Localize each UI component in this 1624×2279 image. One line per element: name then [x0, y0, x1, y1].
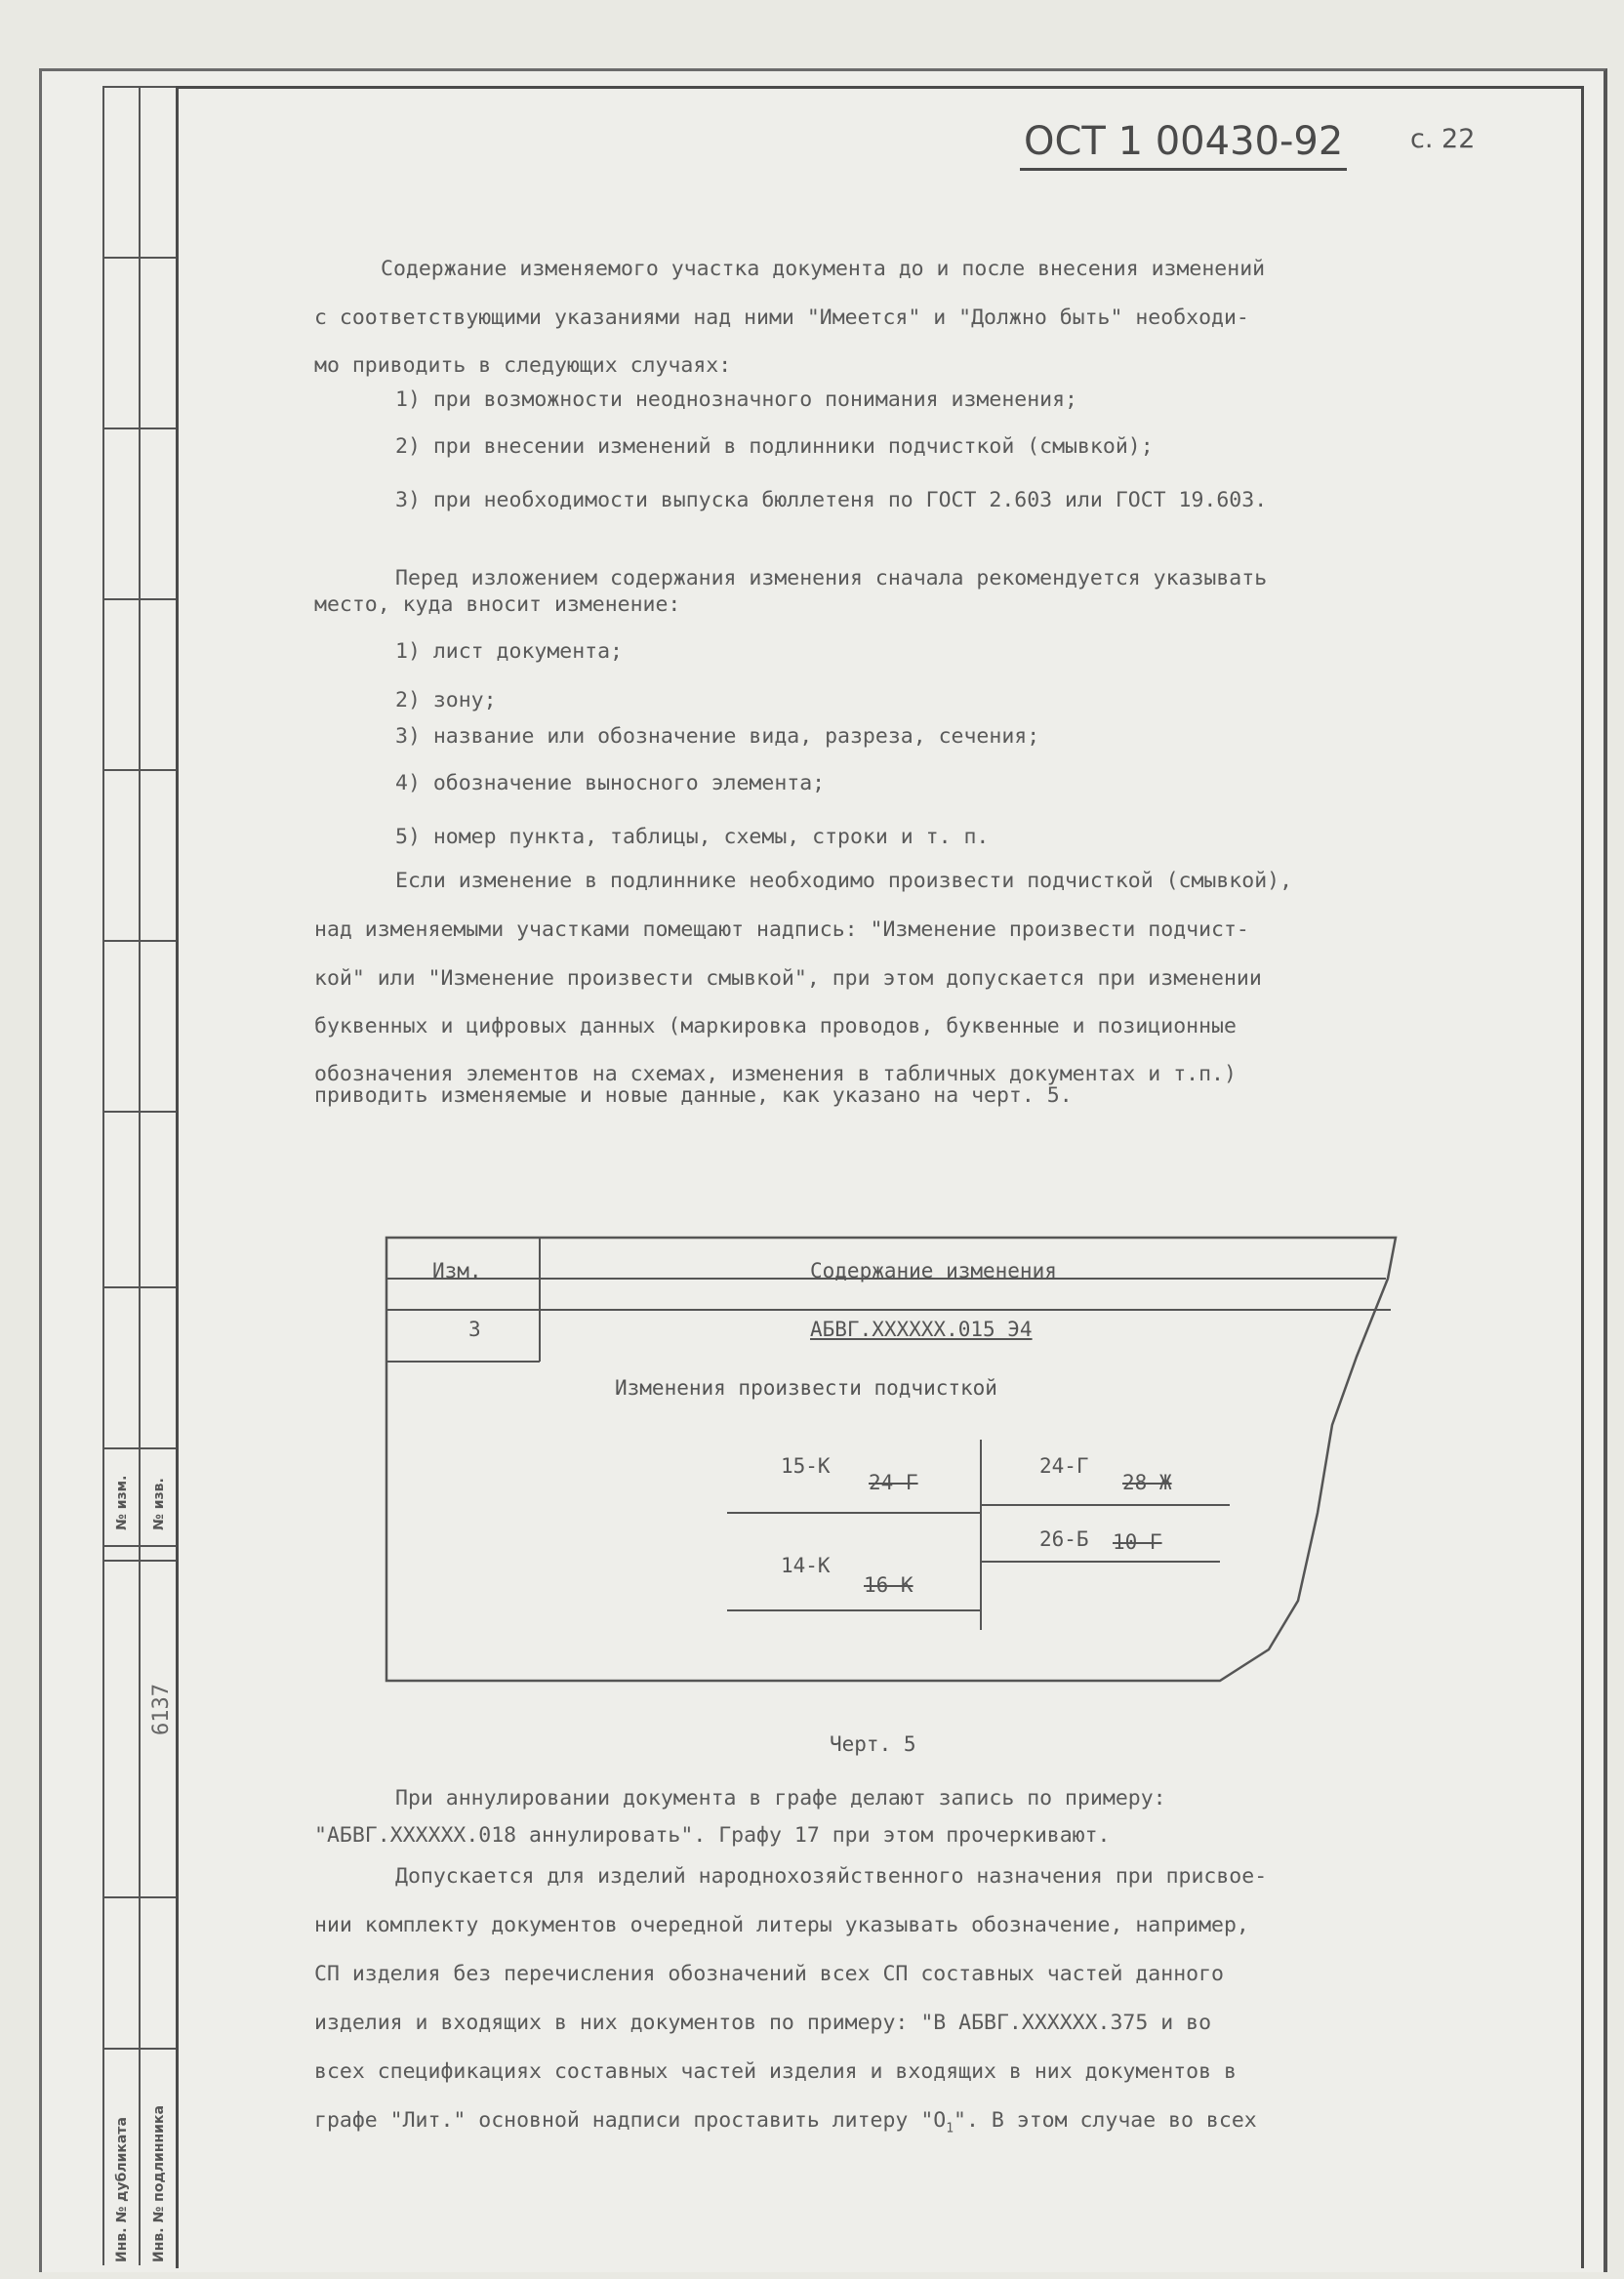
text-line: всех спецификациях составных частей изделия и входящих в них документов в [314, 2059, 1237, 2084]
text-line: Если изменение в подлиннике необходимо произвести подчисткой (смывкой), [395, 869, 1293, 893]
old-value-3: 10-Г [1113, 1530, 1162, 1554]
page-number: с. 22 [1410, 124, 1476, 154]
new-value-2: 24-Г [1039, 1454, 1089, 1478]
text-line: 4) обозначение выносного элемента; [395, 771, 826, 795]
text-line: СП изделия без перечисления обозначений всех СП составных частей данного [314, 1962, 1224, 1986]
col-header-content: Содержание изменения [810, 1259, 1057, 1282]
text-line: 3) при необходимости выпуска бюллетеня по ГОСТ 2.603 или ГОСТ 19.603. [395, 488, 1268, 512]
text-line: Перед изложением содержания изменения сначала рекомендуется указывать [395, 566, 1268, 590]
text-line: с соответствующими указаниями над ними "Имеется" и "Должно быть" необходи- [314, 305, 1249, 330]
text-line: 5) номер пункта, таблицы, схемы, строки и т. п. [395, 825, 990, 849]
text-line: 1) при возможности неоднозначного понимания изменения; [395, 387, 1077, 412]
side-stamp-strip [102, 86, 176, 2265]
text-line-last-after: ". В этом случае во всех [954, 2108, 1257, 2133]
col-header-izm: Изм. [432, 1259, 482, 1282]
text-line: приводить изменяемые и новые данные, как указано на черт. 5. [314, 1083, 1073, 1108]
label-original-inv: Инв. № подлинника [151, 2105, 167, 2262]
text-line: изделия и входящих в них документов по примеру: "В АБВГ.XXXXXX.375 и во [314, 2011, 1212, 2035]
figure-note: Изменения произвести подчисткой [615, 1376, 997, 1400]
liter-subscript: 1 [946, 2121, 954, 2137]
text-line: место, куда вносит изменение: [314, 592, 681, 617]
text-line: Допускается для изделий народнохозяйственного назначения при присвое- [395, 1864, 1268, 1889]
old-value-1: 24-Г [869, 1471, 918, 1494]
label-change-no: № изм. [114, 1475, 130, 1530]
text-line: обозначения элементов на схемах, изменения в табличных документах и т.п.) [314, 1062, 1237, 1086]
izm-value: 3 [468, 1318, 481, 1341]
doc-code: АБВГ.XXXXXX.015 Э4 [810, 1318, 1033, 1341]
text-line: буквенных и цифровых данных (маркировка проводов, буквенные и позиционные [314, 1014, 1237, 1038]
figure-caption: Черт. 5 [830, 1732, 916, 1756]
text-line: 2) зону; [395, 688, 497, 712]
inventory-number: 6137 [149, 1684, 174, 1735]
new-value-3: 26-Б [1039, 1527, 1089, 1551]
change-example-figure [381, 1230, 1415, 1698]
text-line: Содержание изменяемого участка документа до и после внесения изменений [381, 257, 1266, 281]
text-line: 3) название или обозначение вида, разреза, сечения; [395, 724, 1040, 749]
text-line-last [314, 2108, 1257, 2136]
label-duplicate-inv: Инв. № дубликата [114, 2117, 130, 2262]
text-line: нии комплекту документов очередной литеры указывать обозначение, например, [314, 1913, 1249, 1937]
text-line: 1) лист документа; [395, 639, 623, 664]
text-line: над изменяемыми участками помещают надпись: "Изменение произвести подчист- [314, 917, 1249, 942]
new-value-4: 14-К [781, 1554, 831, 1577]
standard-code: ОСТ 1 00430-92 [1020, 119, 1347, 171]
page-frame [176, 86, 1584, 2268]
text-line: При аннулировании документа в графе делают запись по примеру: [395, 1786, 1166, 1811]
text-line-last-main: графе "Лит." основной надписи проставить литеру "О [314, 2108, 947, 2133]
text-line: "АБВГ.XXXXXX.018 аннулировать". Графу 17 при этом прочеркивают. [314, 1823, 1111, 1848]
text-line: мо приводить в следующих случаях: [314, 353, 732, 378]
old-value-2: 28-Ж [1122, 1471, 1172, 1494]
text-line: 2) при внесении изменений в подлинники подчисткой (смывкой); [395, 434, 1154, 459]
old-value-4: 16-К [864, 1573, 914, 1597]
text-line: кой" или "Изменение произвести смывкой", при этом допускается при изменении [314, 966, 1262, 991]
new-value-1: 15-К [781, 1454, 831, 1478]
label-doc-no: № изв. [151, 1478, 167, 1530]
